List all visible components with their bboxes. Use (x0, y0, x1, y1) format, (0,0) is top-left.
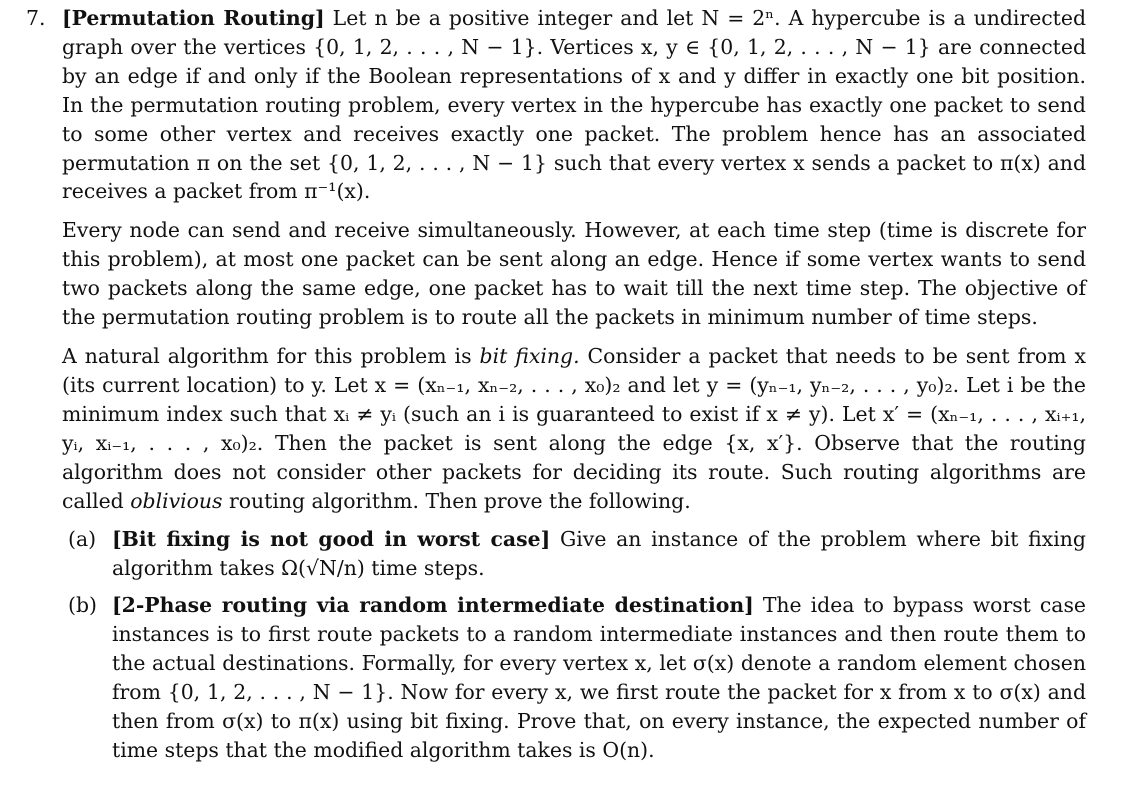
term-bit-fixing: bit fixing. (479, 343, 580, 368)
intro-text: Let n be a positive integer and let N = 2ⁿ. A hypercube is a undirected graph over the vertices {0, 1, 2, . . . , N − 1}. Vertices x, y ∈ {0, 1, 2, . . . , N − 1} are connected by an edge if and only if the Boolean representations of x and y differ in exactly one bit position. In the permutation routing problem, every vertex in the hypercube has exactly one packet to send to some other vertex and receives exactly one packet. The problem hence has an associated permutation π on the set {0, 1, 2, . . . , N − 1} such that every vertex x sends a packet to π(x) and receives a packet from π⁻¹(x). (62, 6, 1086, 204)
bit-fixing-text-a: A natural algorithm for this problem is (62, 343, 472, 368)
bit-fixing-text-c: routing algorithm. Then prove the following. (229, 488, 691, 513)
part-b-title: [2-Phase routing via random intermediate destination] (112, 593, 754, 618)
part-a (68, 525, 1086, 583)
part-b-label: (b) (68, 593, 97, 618)
problem-title: [Permutation Routing] (62, 6, 325, 30)
problem-body (62, 4, 1086, 765)
problem-7 (26, 4, 1086, 765)
problem-number: 7. (26, 6, 46, 30)
part-b-body (112, 591, 1086, 764)
part-a-text: Give an instance of the problem where bit fixing algorithm takes Ω(√N/n) time steps. (112, 527, 1086, 581)
part-b (68, 591, 1086, 764)
part-a-body (112, 525, 1086, 583)
part-b-text: The idea to bypass worst case instances is to first route packets to a random intermediate instances and then route them to the actual destinations. Formally, for every vertex x, let σ(x) denote a random element chosen from {0, 1, 2, . . . , N − 1}. Now for every x, we first route the packet for x from x to σ(x) and then from σ(x) to π(x) using bit fixing. Prove that, on every instance, the expected number of time steps that the modified algorithm takes is O(n). (112, 593, 1086, 762)
part-a-title: [Bit fixing is not good in worst case] (112, 527, 551, 552)
paragraph-time-steps: Every node can send and receive simultaneously. However, at each time step (time is discrete for this problem), at most one packet can be sent along an edge. Hence if some vertex wants to send two packets along the same edge, one packet has to wait till the next time step. The objective of the permutation routing problem is to route all the packets in minimum number of time steps. (62, 218, 1086, 330)
paragraph-bit-fixing (62, 342, 1086, 515)
term-oblivious: oblivious (130, 488, 223, 513)
bit-fixing-text-b: Consider a packet that needs to be sent from x (its current location) to y. Let x = (xₙ₋₁, xₙ₋₂, . . . , x₀)₂ and let y = (yₙ₋₁, yₙ₋₂, . . . , y₀)₂. Let i be the minimum index such that xᵢ ≠ yᵢ (such an i is guaranteed to exist if x ≠ y). Let x′ = (xₙ₋₁, . . . , xᵢ₊₁, yᵢ, xᵢ₋₁, . . . , x₀)₂. Then the packet is sent along the edge {x, x′}. Observe that the routing algorithm does not consider other packets for deciding its route. Such routing algorithms are called (62, 343, 1086, 513)
paragraph-intro (62, 4, 1086, 206)
part-a-label: (a) (68, 527, 97, 552)
